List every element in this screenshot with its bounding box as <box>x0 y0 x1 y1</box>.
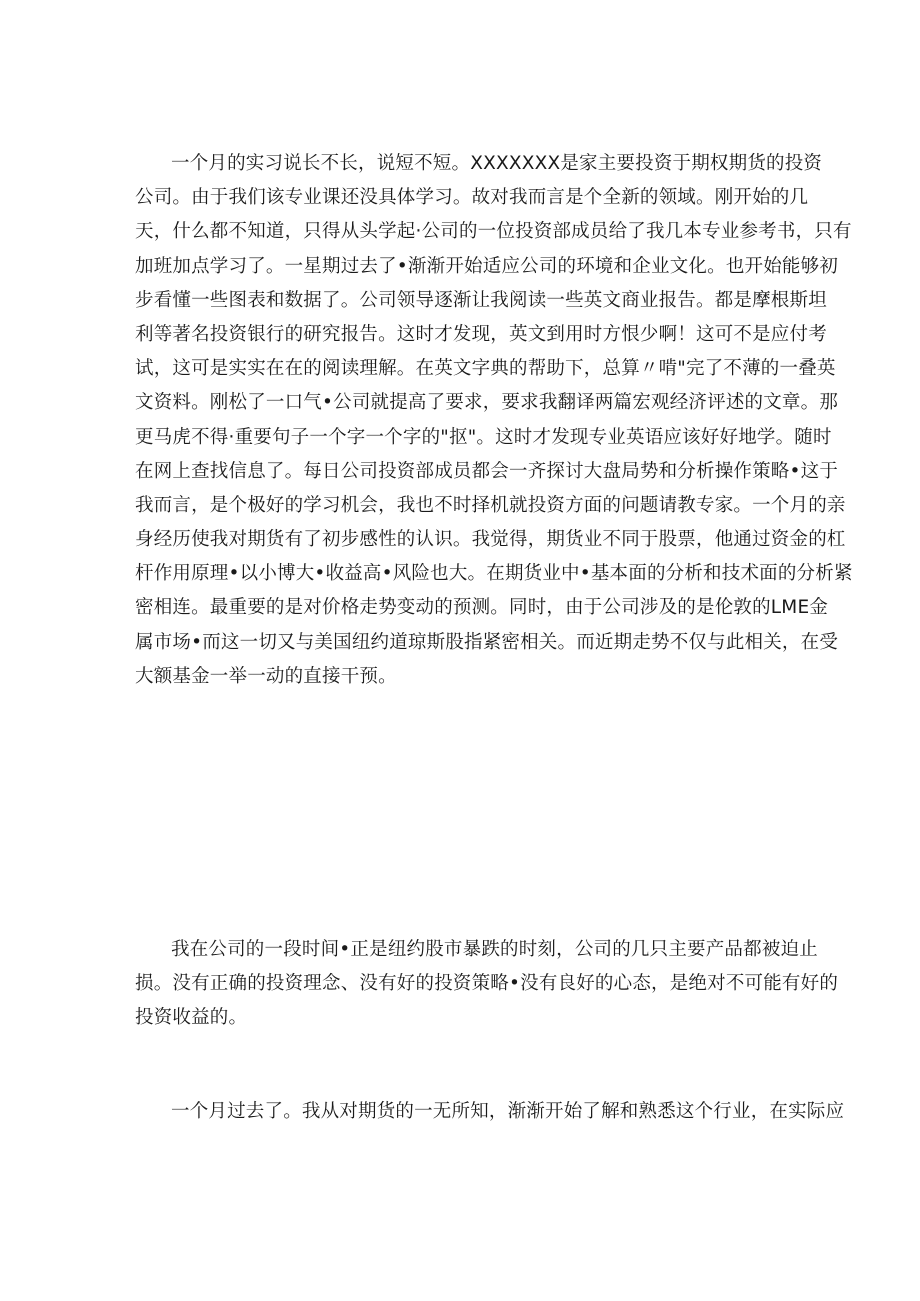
text-line: 更马虎不得·重要句子一个字一个字的"抠"。这时才发现专业英语应该好好地学。随时 <box>135 426 832 448</box>
text-line: 我在公司的一段时间•正是纽约股市暴跌的时刻，公司的几只主要产品都被迫止 <box>171 939 818 960</box>
text-line: 试，这可是实实在在的阅读理解。在英文字典的帮助下，总算〃啃"完了不薄的一叠英 <box>135 358 836 380</box>
paragraph-market-crash <box>135 933 839 1036</box>
text-line: 在网上查找信息了。每日公司投资部成员都会一齐探讨大盘局势和分析操作策略•这于 <box>135 460 839 482</box>
text-line: 密相连。最重要的是对价格走势变动的预测。同时，由于公司涉及的是伦敦的LME金 <box>135 597 829 619</box>
text-line: 公司。由于我们该专业课还没具体学习。故对我而言是个全新的领域。刚开始的几 <box>135 187 809 209</box>
text-line: 损。没有正确的投资理念、没有好的投资策略•没有良好的心态，是绝对不可能有好的 <box>135 973 839 995</box>
text-line: 加班加点学习了。一星期过去了•渐渐开始适应公司的环境和企业文化。也开始能够初 <box>135 255 839 277</box>
paragraph-conclusion <box>135 1095 845 1129</box>
text-line: 利等著名投资银行的研究报告。这时才发现，英文到用时方恨少啊！这可不是应付考 <box>135 323 827 345</box>
text-line: 一个月的实习说长不长，说短不短。XXXXXXX是家主要投资于期权期货的投资 <box>171 153 823 174</box>
text-line: 属市场•而这一切又与美国纽约道琼斯股指紧密相关。而近期走势不仅与此相关，在受 <box>135 631 839 653</box>
text-line: 我而言，是个极好的学习机会，我也不时择机就投资方面的问题请教专家。一个月的亲 <box>135 494 846 516</box>
text-line: 大额基金一举一动的直接干预。 <box>135 665 397 687</box>
text-line: 身经历使我对期货有了初步感性的认识。我觉得，期货业不同于股票，他通过资金的杠 <box>135 529 846 551</box>
text-line: 天，什么都不知道，只得从头学起·公司的一位投资部成员给了我几本专业参考书，只有 <box>135 221 852 243</box>
text-line: 文资料。刚松了一口气•公司就提高了要求，要求我翻译两篇宏观经济评述的文章。那 <box>135 392 839 414</box>
paragraph-internship-overview <box>135 147 853 694</box>
text-line: 投资收益的。 <box>135 1007 248 1029</box>
text-line: 步看懂一些图表和数据了。公司领导逐渐让我阅读一些英文商业报告。都是摩根斯坦 <box>135 289 827 311</box>
text-line: 杆作用原理•以小博大•收益高•风险也大。在期货业中•基本面的分析和技术面的分析紧 <box>135 563 853 585</box>
text-line: 一个月过去了。我从对期货的一无所知，渐渐开始了解和熟悉这个行业，在实际应 <box>171 1101 845 1122</box>
